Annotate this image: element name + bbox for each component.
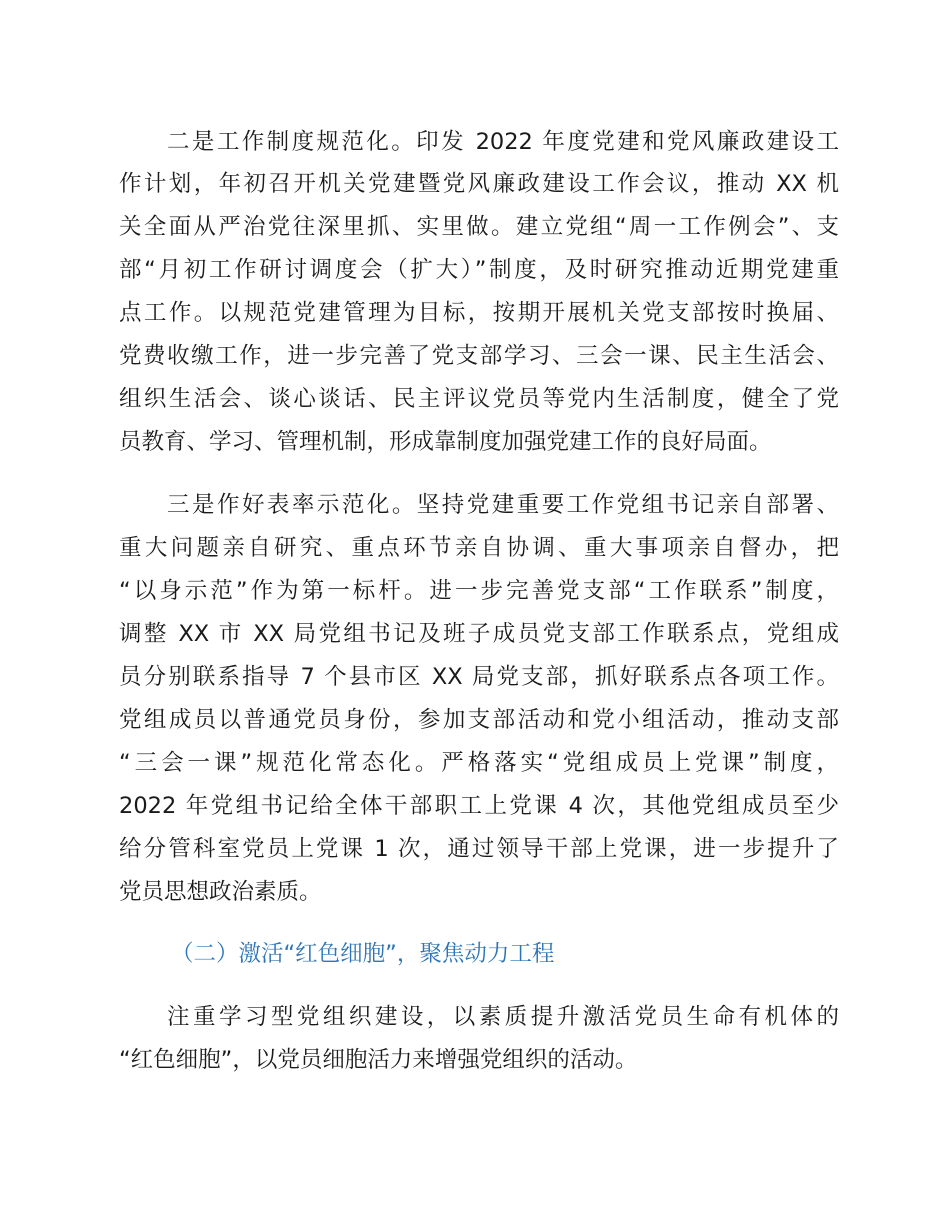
- section-heading: （二）激活“红色细胞”，聚焦动力工程: [171, 941, 555, 967]
- text-line: “三会一课”规范化常态化。严格落实“党组成员上党课”制度，: [119, 750, 839, 776]
- text-line: 二是工作制度规范化。印发 2022 年度党建和党风廉政建设工: [167, 129, 839, 155]
- text-line: “以身示范”作为第一标杆。进一步完善党支部“工作联系”制度，: [119, 578, 839, 604]
- text-line: 三是作好表率示范化。坚持党建重要工作党组书记亲自部署、: [167, 492, 839, 518]
- text-line: 2022 年党组书记给全体干部职工上党课 4 次，其他党组成员至少: [119, 793, 839, 819]
- text-line: 员分别联系指导 7 个县市区 XX 局党支部，抓好联系点各项工作。: [119, 664, 839, 690]
- text-line: “红色细胞”，以党员细胞活力来增强党组织的活动。: [119, 1047, 638, 1073]
- text-line: 点工作。以规范党建管理为目标，按期开展机关党支部按时换届、: [119, 300, 839, 326]
- text-line: 关全面从严治党往深里抓、实里做。建立党组“周一工作例会”、支: [119, 214, 839, 240]
- text-line: 注重学习型党组织建设，以素质提升激活党员生命有机体的: [167, 1004, 839, 1030]
- text-line: 给分管科室党员上党课 1 次，通过领导干部上党课，进一步提升了: [119, 836, 839, 862]
- text-line: 调整 XX 市 XX 局党组书记及班子成员党支部工作联系点，党组成: [119, 621, 839, 647]
- text-line: 组织生活会、谈心谈话、民主评议党员等党内生活制度，健全了党: [119, 386, 839, 412]
- text-line: 党员思想政治素质。: [119, 879, 322, 905]
- text-line: 部“月初工作研讨调度会（扩大）”制度，及时研究推动近期党建重: [119, 257, 839, 283]
- text-line: 作计划，年初召开机关党建暨党风廉政建设工作会议，推动 XX 机: [119, 171, 839, 197]
- text-line: 员教育、学习、管理机制，形成靠制度加强党建工作的良好局面。: [119, 429, 772, 455]
- text-line: 党费收缴工作，进一步完善了党支部学习、三会一课、民主生活会、: [119, 343, 839, 369]
- text-line: 党组成员以普通党员身份，参加支部活动和党小组活动，推动支部: [119, 707, 839, 733]
- text-line: 重大问题亲自研究、重点环节亲自协调、重大事项亲自督办，把: [119, 535, 839, 561]
